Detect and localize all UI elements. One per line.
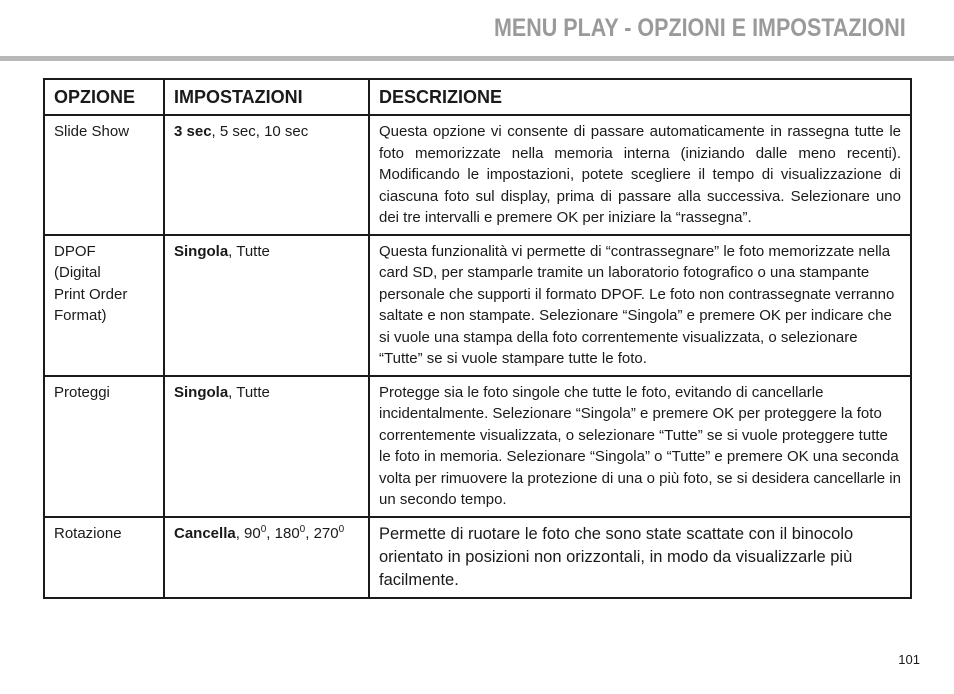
setting-value: , 270 (305, 524, 339, 542)
degree-mark: 0 (260, 523, 267, 535)
option-cell: Slide Show (44, 115, 164, 235)
degree-mark: 0 (299, 523, 306, 535)
column-header-option: OPZIONE (44, 79, 164, 115)
other-settings: , Tutte (228, 242, 270, 260)
page-number: 101 (898, 652, 920, 667)
description-cell: Questa opzione vi consente di passare automaticamente in rassegna tutte le foto memorizzate nella memoria interna (iniziando dalle meno recenti). Modificando le impostazioni, potete scegliere il tempo di visualizzazione di ciascuna foto sul display, prima di passare alla successiva. Selezionare uno dei tre intervalli e premere OK per iniziare la “rassegna”. (369, 115, 911, 235)
settings-cell (164, 235, 369, 376)
option-line: Print Order (54, 285, 128, 303)
page-title: MENU PLAY - OPZIONI E IMPOSTAZIONI (494, 14, 906, 42)
column-header-settings: IMPOSTAZIONI (164, 79, 369, 115)
option-cell: Proteggi (44, 376, 164, 517)
table-header-row (44, 79, 911, 115)
other-settings: , Tutte (228, 383, 270, 401)
setting-value: , 90 (235, 524, 261, 542)
option-cell: Rotazione (44, 517, 164, 598)
table-row-rotazione (44, 517, 911, 598)
header-divider (0, 56, 954, 61)
default-setting: Cancella (174, 524, 236, 542)
default-setting: Singola (174, 242, 229, 260)
settings-cell (164, 517, 369, 598)
default-setting: Singola (174, 383, 229, 401)
table-row-slide-show (44, 115, 911, 235)
table-row-dpof (44, 235, 911, 376)
column-header-description: DESCRIZIONE (369, 79, 911, 115)
description-cell: Questa funzionalità vi permette di “contrassegnare” le foto memorizzate nella card SD, per stamparle tramite un laboratorio fotografico o una stampante personale che supporti il formato DPOF. Le foto non contrassegnate verranno saltate e non stampate. Selezionare “Singola” e premere OK per indicare che si vuole una stampa della foto correntemente visualizzata, o selezionare “Tutte” se si vuole stampare tutte le foto. (369, 235, 911, 376)
option-line: Format) (54, 307, 107, 324)
option-line: DPOF (54, 242, 96, 260)
other-settings: , 5 sec, 10 sec (211, 123, 309, 140)
option-line: (Digital (54, 264, 101, 281)
settings-cell (164, 376, 369, 517)
table-row-proteggi (44, 376, 911, 517)
settings-cell (164, 115, 369, 235)
option-cell (44, 235, 164, 376)
degree-mark: 0 (338, 523, 345, 535)
settings-table (43, 78, 912, 599)
description-cell: Protegge sia le foto singole che tutte le foto, evitando di cancellarle incidentalmente. Selezionare “Singola” e premere OK per proteggere la foto correntemente visualizzata, o selezionare “Tutte” se si vuole proteggere tutte le foto in memoria. Selezionare “Singola” o “Tutte” e premere OK una seconda volta per rimuovere la protezione di una o più foto, se si desidera cancellarle in un secondo tempo. (369, 376, 911, 517)
description-cell: Permette di ruotare le foto che sono state scattate con il binocolo orientato in posizioni non orizzontali, in modo da visualizzarle più facilmente. (369, 517, 911, 598)
setting-value: , 180 (266, 524, 300, 542)
default-setting: 3 sec (174, 123, 212, 140)
